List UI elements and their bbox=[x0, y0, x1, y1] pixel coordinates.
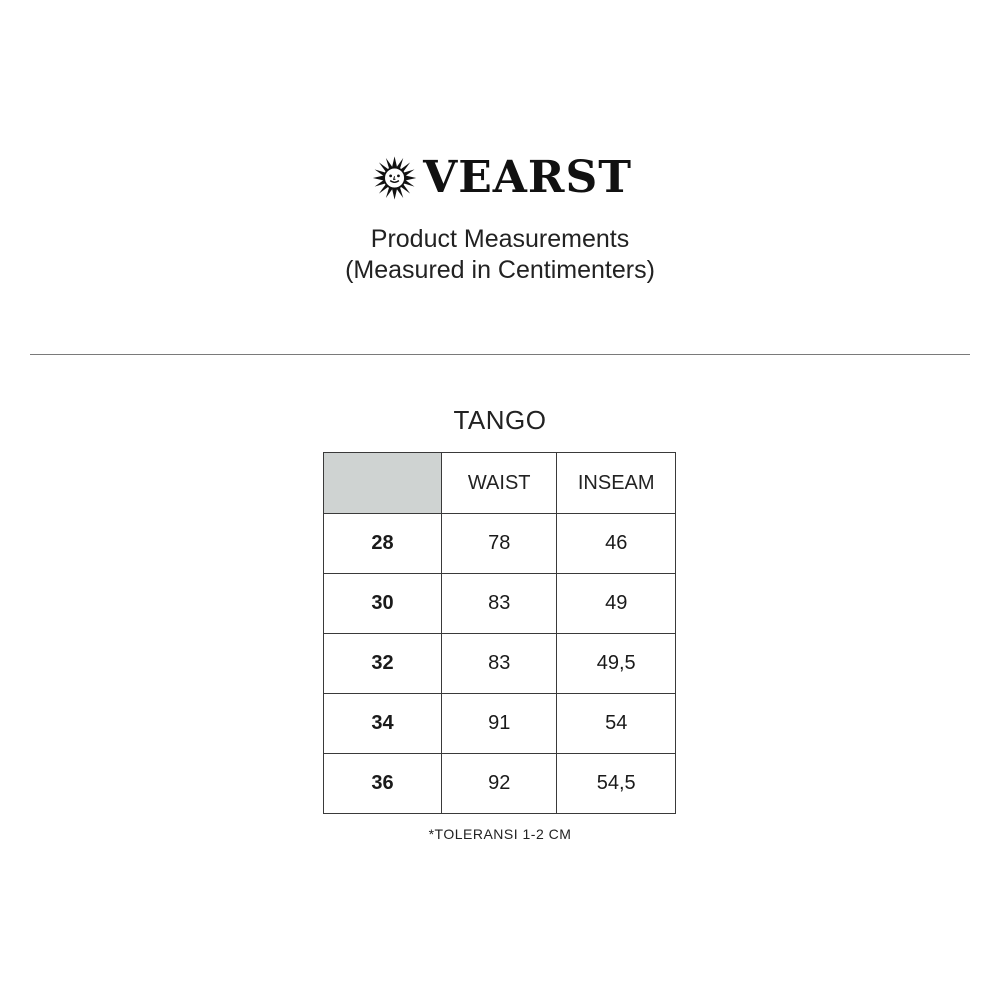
size-chart-table bbox=[323, 452, 676, 814]
brand-name: VEARST bbox=[423, 152, 632, 203]
divider bbox=[30, 354, 970, 355]
page-subtitle: (Measured in Centimenters) bbox=[345, 256, 655, 284]
header-corner-cell bbox=[324, 453, 442, 514]
size-cell: 36 bbox=[324, 754, 442, 814]
waist-cell: 91 bbox=[441, 694, 556, 754]
header-inseam: INSEAM bbox=[557, 453, 676, 514]
model-name: TANGO bbox=[453, 405, 547, 435]
size-cell: 30 bbox=[324, 574, 442, 634]
table-row bbox=[324, 574, 676, 634]
waist-cell: 78 bbox=[441, 514, 556, 574]
waist-cell: 83 bbox=[441, 634, 556, 694]
table-header-row bbox=[324, 453, 676, 514]
size-cell: 32 bbox=[324, 634, 442, 694]
brand-logo bbox=[372, 150, 632, 206]
inseam-cell: 49,5 bbox=[557, 634, 676, 694]
table-row bbox=[324, 514, 676, 574]
table-row bbox=[324, 634, 676, 694]
page-title: Product Measurements bbox=[370, 225, 630, 253]
size-cell: 34 bbox=[324, 694, 442, 754]
inseam-cell: 54,5 bbox=[557, 754, 676, 814]
table-row bbox=[324, 754, 676, 814]
tolerance-note: *TOLERANSI 1-2 CM bbox=[428, 826, 572, 842]
sun-face-icon bbox=[372, 152, 417, 204]
waist-cell: 92 bbox=[441, 754, 556, 814]
table-row bbox=[324, 694, 676, 754]
inseam-cell: 54 bbox=[557, 694, 676, 754]
header-waist: WAIST bbox=[441, 453, 556, 514]
waist-cell: 83 bbox=[441, 574, 556, 634]
inseam-cell: 46 bbox=[557, 514, 676, 574]
size-cell: 28 bbox=[324, 514, 442, 574]
inseam-cell: 49 bbox=[557, 574, 676, 634]
